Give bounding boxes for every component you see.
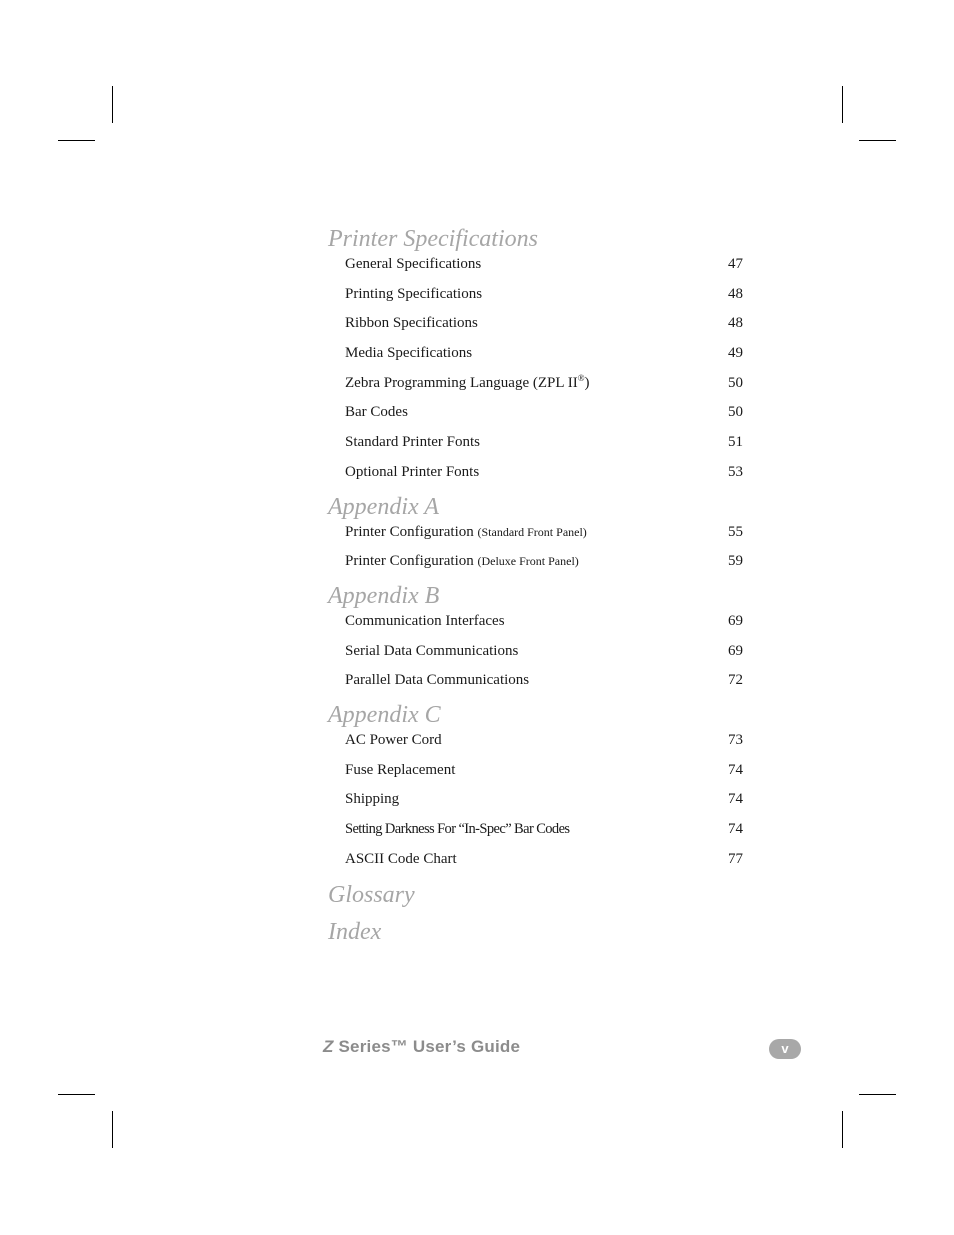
crop-mark	[842, 1111, 843, 1148]
entry-label: Printer Configuration (Standard Front Panel)	[345, 523, 587, 540]
entry-label: Serial Data Communications	[345, 642, 519, 659]
entry-label: ASCII Code Chart	[345, 850, 457, 867]
crop-mark	[58, 140, 95, 141]
entry-page: 48	[728, 315, 743, 332]
toc-entry[interactable]	[326, 254, 746, 284]
footer-title	[323, 1037, 520, 1057]
entry-label: Media Specifications	[345, 345, 473, 362]
section-title: Appendix B	[328, 582, 440, 609]
entry-label: Optional Printer Fonts	[345, 463, 480, 480]
footer-z: Z	[323, 1037, 334, 1056]
crop-mark	[842, 86, 843, 123]
toc-entry[interactable]	[326, 641, 746, 671]
toc-entry[interactable]	[326, 343, 746, 373]
entry-page: 53	[728, 463, 743, 480]
entry-label: Printing Specifications	[345, 285, 483, 302]
section-title: Appendix C	[328, 701, 441, 728]
table-of-contents	[326, 224, 746, 947]
toc-entry[interactable]	[326, 313, 746, 343]
crop-mark	[112, 86, 113, 123]
section-title-index[interactable]: Index	[328, 919, 382, 946]
toc-entry[interactable]	[326, 670, 746, 700]
entry-page: 77	[728, 850, 743, 867]
entry-label: Printer Configuration (Deluxe Front Panel)	[345, 553, 579, 570]
entry-page: 50	[728, 404, 743, 421]
entry-label: Setting Darkness For “In-Spec” Bar Codes	[345, 821, 570, 837]
toc-entry[interactable]	[326, 789, 746, 819]
toc-entry[interactable]	[326, 284, 746, 314]
toc-entry[interactable]	[326, 849, 746, 879]
entry-page: 69	[728, 612, 743, 629]
toc-entry[interactable]	[326, 462, 746, 492]
entry-label: AC Power Cord	[345, 731, 442, 748]
toc-entry[interactable]	[326, 522, 746, 552]
crop-mark	[58, 1094, 95, 1095]
section-title: Appendix A	[328, 493, 439, 520]
toc-entry[interactable]	[326, 551, 746, 581]
entry-label: Communication Interfaces	[345, 612, 505, 629]
registered-mark: ®	[577, 372, 585, 383]
entry-page: 50	[728, 374, 743, 391]
entry-page: 47	[728, 256, 743, 272]
entry-page: 49	[728, 345, 743, 362]
toc-entry[interactable]	[326, 760, 746, 790]
entry-page: 59	[728, 553, 743, 570]
entry-label: Zebra Programming Language (ZPL II®)	[345, 372, 590, 391]
footer-title-text: Series™ User’s Guide	[333, 1037, 521, 1056]
page-number-badge: v	[769, 1039, 801, 1059]
entry-label: Shipping	[345, 791, 400, 808]
crop-mark	[859, 1094, 896, 1095]
toc-entry[interactable]	[326, 819, 746, 849]
entry-label: Bar Codes	[345, 404, 408, 421]
entry-page: 73	[728, 731, 743, 748]
entry-page: 48	[728, 285, 743, 302]
entry-label: Ribbon Specifications	[345, 315, 478, 332]
entry-sublabel: (Deluxe Front Panel)	[477, 554, 579, 569]
entry-page: 74	[728, 821, 743, 837]
entry-label: Parallel Data Communications	[345, 672, 530, 689]
entry-label: Fuse Replacement	[345, 761, 456, 778]
section-title: Printer Specifications	[328, 226, 538, 252]
toc-entry[interactable]	[326, 402, 746, 432]
toc-entry[interactable]	[326, 432, 746, 462]
crop-mark	[112, 1111, 113, 1148]
toc-entry[interactable]	[326, 730, 746, 760]
entry-page: 72	[728, 672, 743, 689]
section-title-glossary[interactable]: Glossary	[328, 882, 415, 909]
toc-entry[interactable]	[326, 373, 746, 403]
entry-label: General Specifications	[345, 256, 482, 272]
entry-label: Standard Printer Fonts	[345, 434, 480, 451]
entry-page: 74	[728, 761, 743, 778]
crop-mark	[859, 140, 896, 141]
entry-page: 69	[728, 642, 743, 659]
entry-page: 55	[728, 523, 743, 540]
entry-page: 74	[728, 791, 743, 808]
entry-sublabel: (Standard Front Panel)	[477, 524, 587, 539]
toc-entry[interactable]	[326, 611, 746, 641]
entry-page: 51	[728, 434, 743, 451]
